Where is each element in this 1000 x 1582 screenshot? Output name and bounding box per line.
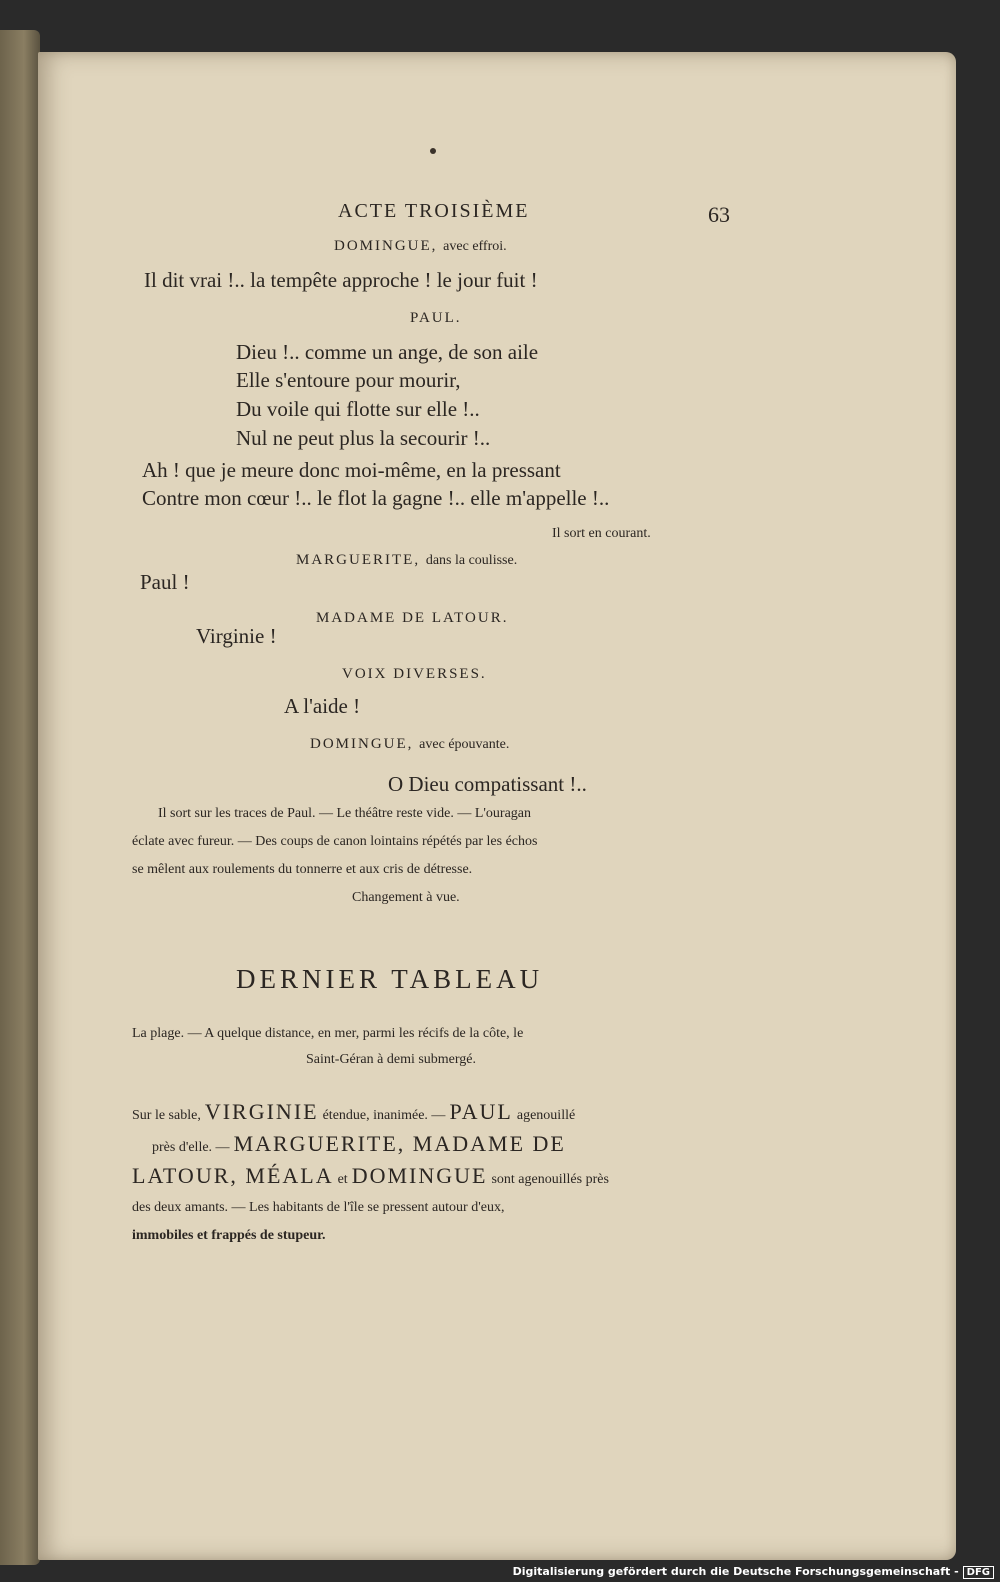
stage-direction: Changement à vue. <box>352 890 460 905</box>
verse-line: Contre mon cœur !.. le flot la gagne !.. elle m'appelle !.. <box>142 486 610 510</box>
speaker-domingue: DOMINGUE, avec épouvante. <box>310 736 510 752</box>
tableau-title: DERNIER TABLEAU <box>236 964 544 994</box>
stage-direction: éclate avec fureur. — Des coups de canon lointains répétés par les échos <box>132 834 538 849</box>
tableau-setting <box>132 1026 523 1068</box>
book-page <box>38 52 956 1560</box>
verse-line: Dieu !.. comme un ange, de son aile <box>236 340 539 364</box>
dfg-logo: DFG <box>963 1566 994 1579</box>
speaker-paul: PAUL. <box>410 310 462 326</box>
verse-line: Du voile qui flotte sur elle !.. <box>236 397 480 421</box>
speaker-voix-diverses: VOIX DIVERSES. <box>342 666 487 682</box>
previous-page-edge <box>0 30 40 1565</box>
stage-direction: Il sort sur les traces de Paul. — Le théâtre reste vide. — L'ouragan <box>158 806 532 821</box>
verse-line: Virginie ! <box>196 624 277 648</box>
verse-line: Nul ne peut plus la secourir !.. <box>236 426 491 450</box>
verse-line: Paul ! <box>140 570 190 594</box>
stage-direction: Il sort en courant. <box>552 526 651 541</box>
page-number: 63 <box>708 202 730 227</box>
verse-line: Elle s'entoure pour mourir, <box>236 368 461 392</box>
verse-line: Ah ! que je meure donc moi-même, en la pressant <box>142 458 561 482</box>
verse-line: Il dit vrai !.. la tempête approche ! le jour fuit ! <box>144 268 538 292</box>
speaker-madame-de-latour: MADAME DE LATOUR. <box>316 610 509 626</box>
setting-line: Saint-Géran à demi submergé. <box>306 1052 477 1067</box>
verse-line: O Dieu compatissant !.. <box>388 772 587 796</box>
speaker-domingue: DOMINGUE, avec effroi. <box>334 238 507 254</box>
setting-line: La plage. — A quelque distance, en mer, parmi les récifs de la côte, le <box>132 1026 524 1041</box>
digitization-credit: Digitalisierung gefördert durch die Deutsche Forschungsgemeinschaft - DFG <box>513 1565 994 1578</box>
running-header: ACTE TROISIÈME <box>338 200 530 222</box>
stage-direction: se mêlent aux roulements du tonnerre et aux cris de détresse. <box>132 862 473 877</box>
ornament-dot <box>430 148 436 154</box>
speaker-marguerite: MARGUERITE, dans la coulisse. <box>296 552 518 568</box>
verse-line: A l'aide ! <box>284 694 361 718</box>
tableau-description: Sur le sable, VIRGINIE étendue, inanimée. — PAUL agenouillé près d'elle. — MARGUERITE, MADAME DE LATOUR, MÉALA et DOMINGUE sont agenouillés près des deux amants. — Les habitants de l'île se pressent autour d'eux, immobiles et frappés de stupeur. <box>132 1099 609 1243</box>
